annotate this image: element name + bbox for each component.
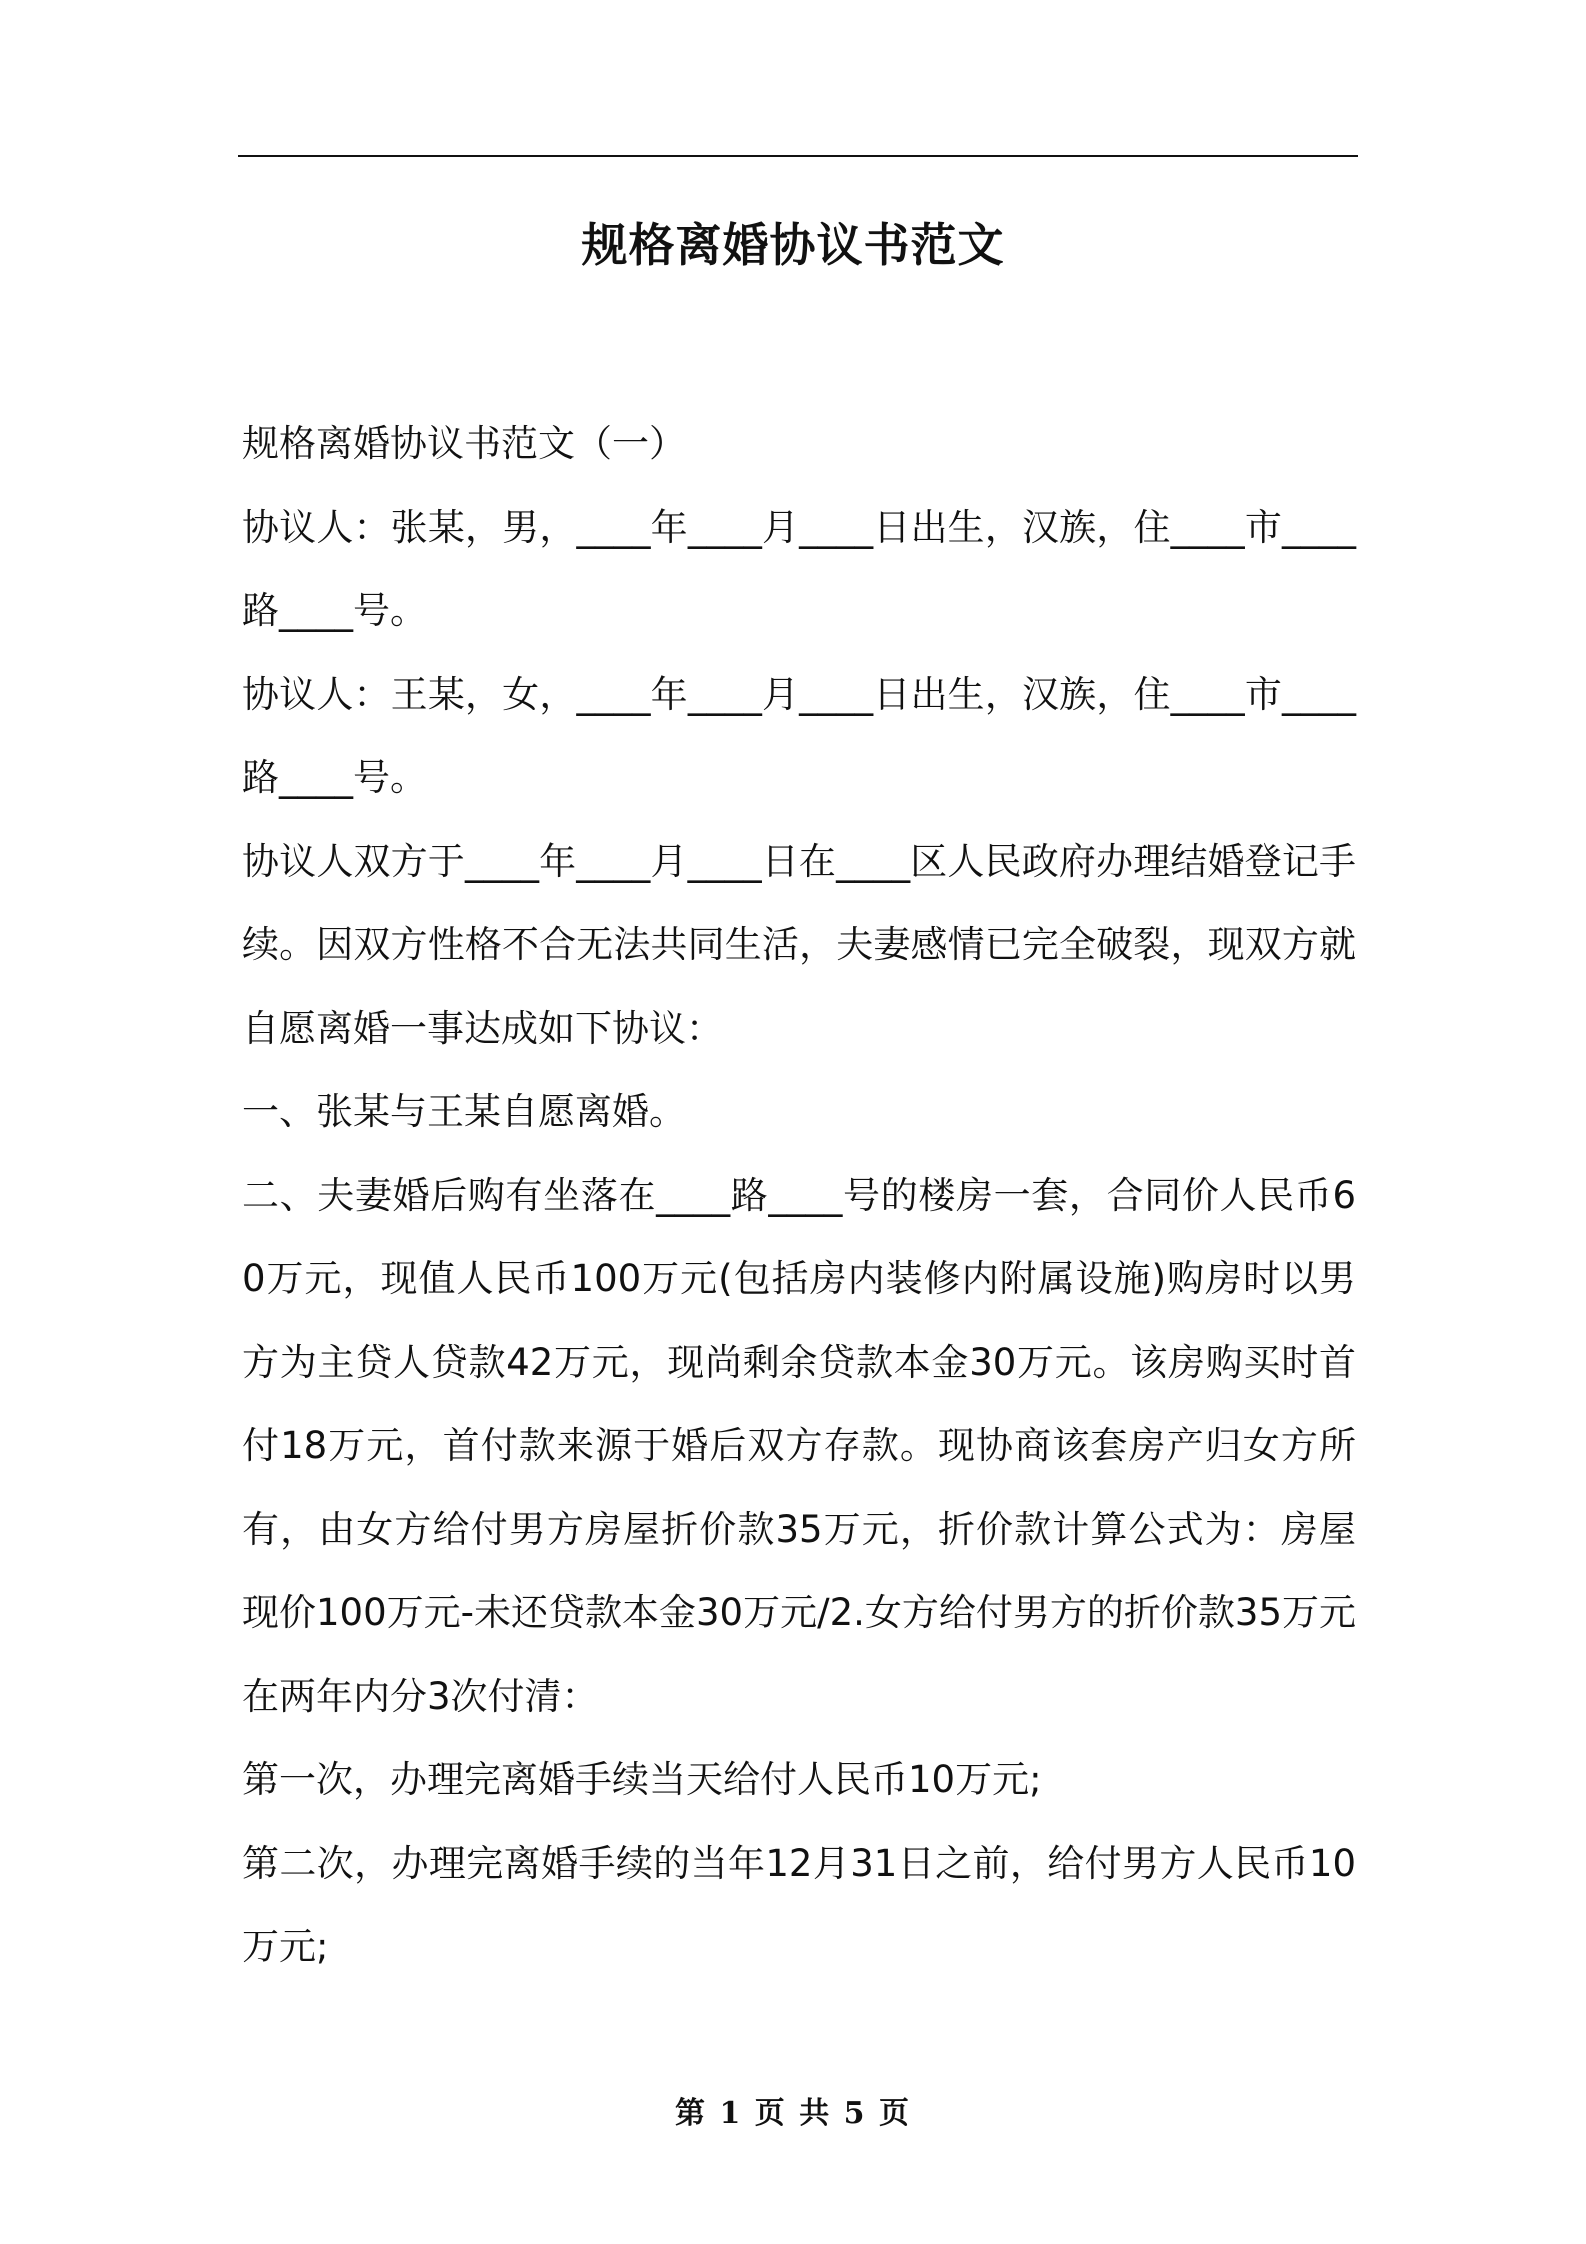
first-payment-paragraph: 第一次，办理完离婚手续当天给付人民币10万元; bbox=[242, 1758, 1042, 1801]
second-payment-paragraph: 第二次，办理完离婚手续的当年12月31日之前，给付男方人民币10万元; bbox=[242, 1841, 1356, 1968]
document-body bbox=[242, 402, 1356, 1989]
marriage-registration-paragraph: 协议人双方于____年____月____日在____区人民政府办理结婚登记手续。因双方性格不合无法共同生活，夫妻感情已完全破裂，现双方就自愿离婚一事达成如下协议： bbox=[242, 839, 1356, 1050]
clause-two-paragraph: 二、夫妻婚后购有坐落在____路____号的楼房一套，合同价人民币60万元，现值人民币100万元(包括房内装修内附属设施)购房时以男方为主贷人贷款42万元，现尚剩余贷款本金30万元。该房购买时首付18万元，首付款来源于婚后双方存款。现协商该套房产归女方所有，由女方给付男方房屋折价款35万元，折价款计算公式为：房屋现价100万元-未还贷款本金30万元/2.女方给付男方的折价款35万元在两年内分3次付清： bbox=[242, 1173, 1356, 1718]
clause-one-paragraph: 一、张某与王某自愿离婚。 bbox=[242, 1090, 686, 1133]
document-title: 规格离婚协议书范文 bbox=[581, 218, 1005, 272]
party-male-paragraph: 协议人：张某，男，____年____月____日出生，汉族，住____市____路____号。 bbox=[242, 505, 1356, 632]
header-rule bbox=[238, 155, 1358, 157]
page-footer: 第 1 页 共 5 页 bbox=[675, 2096, 911, 2131]
section-heading: 规格离婚协议书范文（一） bbox=[242, 422, 686, 465]
party-female-paragraph: 协议人：王某，女，____年____月____日出生，汉族，住____市____路____号。 bbox=[242, 672, 1356, 799]
